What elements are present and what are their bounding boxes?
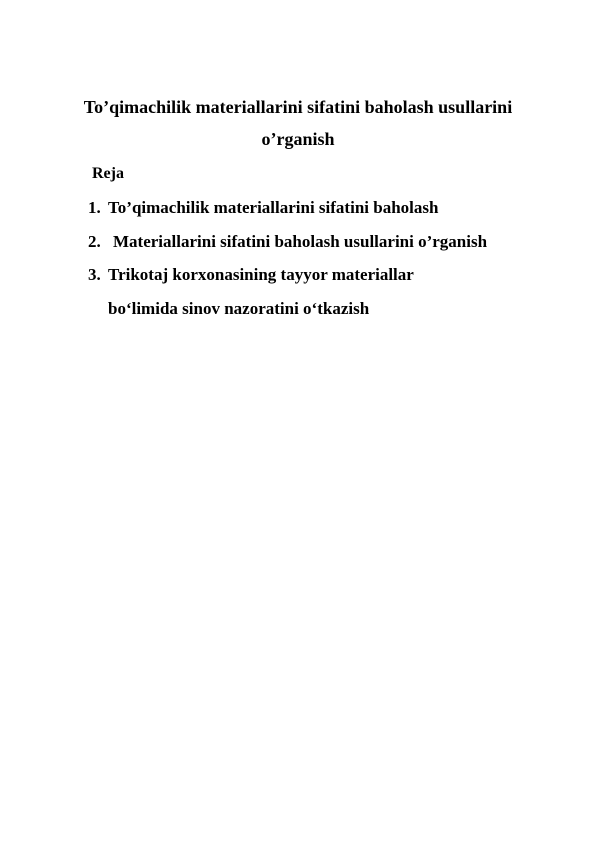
list-item-number: 3.: [88, 265, 101, 284]
plan-heading: Reja: [92, 165, 124, 182]
list-item-number: 1.: [88, 198, 101, 217]
document-title-line-1: To’qimachilik materiallarini sifatini baholash usullarini: [83, 97, 513, 117]
document-title-line-2: o’rganish: [261, 129, 335, 149]
list-item-number: 2.: [88, 232, 101, 251]
list-item-text-continuation: bo‘limida sinov nazoratini o‘tkazish: [108, 299, 370, 318]
list-item-text: Trikotaj korxonasining tayyor materiallar: [108, 265, 414, 284]
list-item-text: Materiallarini sifatini baholash usullarini o’rganish: [113, 232, 488, 251]
list-item-text: To’qimachilik materiallarini sifatini baholash: [108, 198, 439, 217]
